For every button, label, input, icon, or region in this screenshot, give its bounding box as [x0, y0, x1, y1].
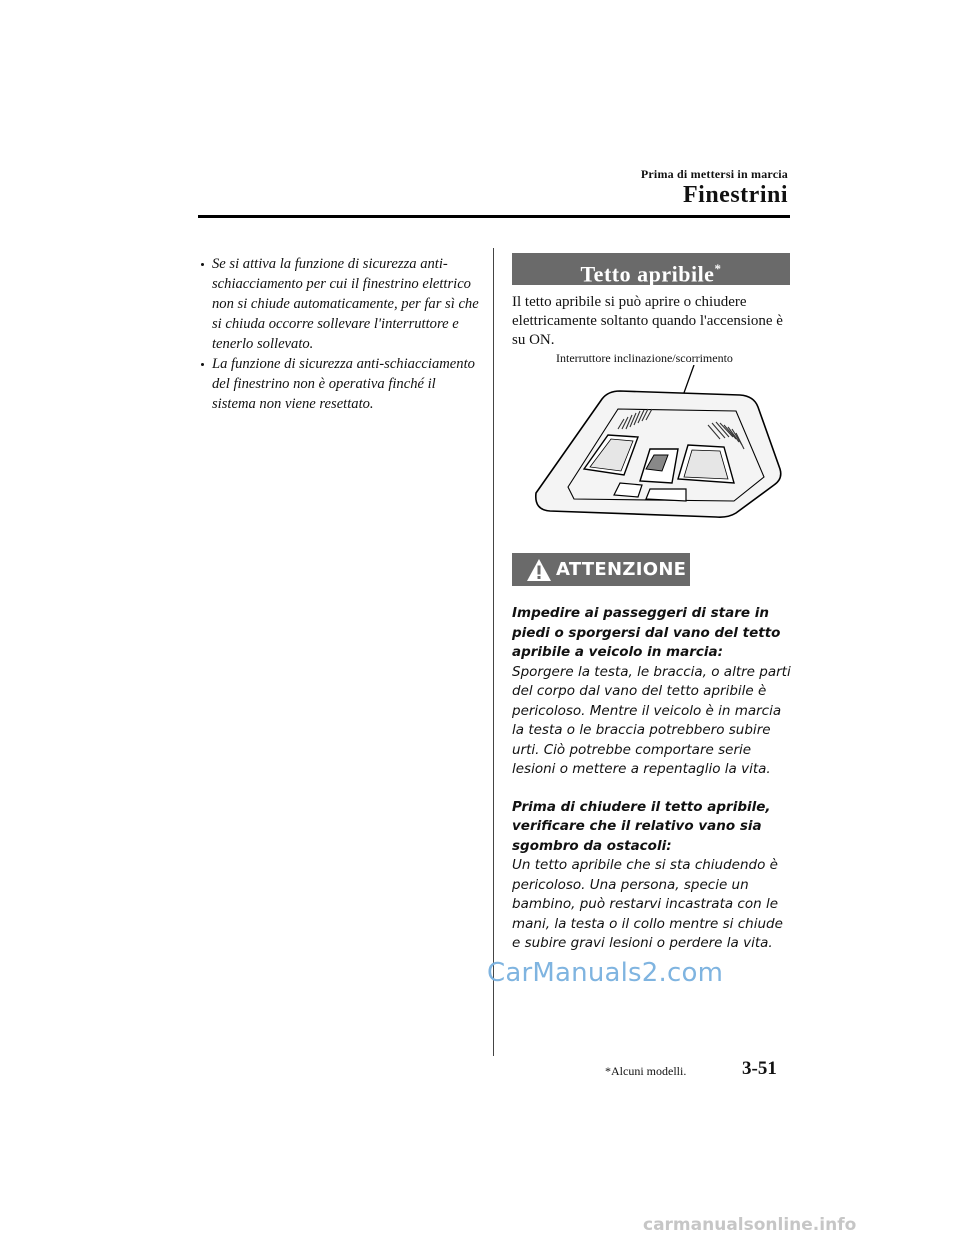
figure-label: Interruttore inclinazione/scorrimento	[556, 351, 733, 365]
header-section: Prima di mettersi in marcia	[640, 167, 788, 181]
header-rule	[198, 215, 790, 218]
bullet-item: La funzione di sicurezza anti-schiacciamento del finestrino non è operativa finché il sistema non viene resettato.	[198, 354, 482, 414]
section-heading	[512, 253, 790, 285]
page-title: Finestrini	[683, 182, 788, 208]
left-column	[198, 254, 482, 414]
bullet-item: Se si attiva la funzione di sicurezza anti-schiacciamento per cui il finestrino elettrico non si chiude automaticamente, per far sì che si chiuda occorre sollevare l'interruttore e tenerlo sollevato.	[198, 254, 482, 354]
section-intro: Il tetto apribile si può aprire o chiudere elettricamente soltanto quando l'accensione è su ON.	[512, 294, 783, 348]
footer-note: *Alcuni modelli.	[605, 1064, 687, 1078]
warning-heading: Impedire ai passeggeri di stare in piedi o sporgersi dal vano del tetto apribile a veicolo in marcia:	[512, 605, 781, 660]
warning-label	[512, 553, 690, 586]
warning-text: Un tetto apribile che si sta chiudendo è pericoloso. Una persona, specie un bambino, può restarvi incastrata con le mani, la testa o il collo mentre si chiude e subire gravi lesioni o perdere la vita.	[512, 857, 783, 951]
watermark-logo: CarManuals2.com	[487, 958, 724, 988]
warning-body	[512, 604, 794, 954]
warning-title: ATTENZIONE	[556, 559, 687, 580]
sunroof-switch-illustration	[528, 365, 790, 533]
page-number: 3-51	[742, 1058, 777, 1079]
section-title-mark: *	[714, 261, 722, 276]
site-watermark: carmanualsonline.info	[643, 1215, 857, 1235]
warning-text: Sporgere la testa, le braccia, o altre parti del corpo dal vano del tetto apribile è pericoloso. Mentre il veicolo è in marcia la testa o le braccia potrebbero subire urti. Ciò potrebbe comportare serie lesioni o mettere a repentaglio la vita.	[512, 663, 791, 777]
column-divider	[493, 248, 494, 1056]
warning-icon	[526, 558, 552, 582]
warning-heading: Prima di chiudere il tetto apribile, verificare che il relativo vano sia sgombro da ostacoli:	[512, 798, 771, 854]
section-title: Tetto apribile	[580, 261, 715, 287]
